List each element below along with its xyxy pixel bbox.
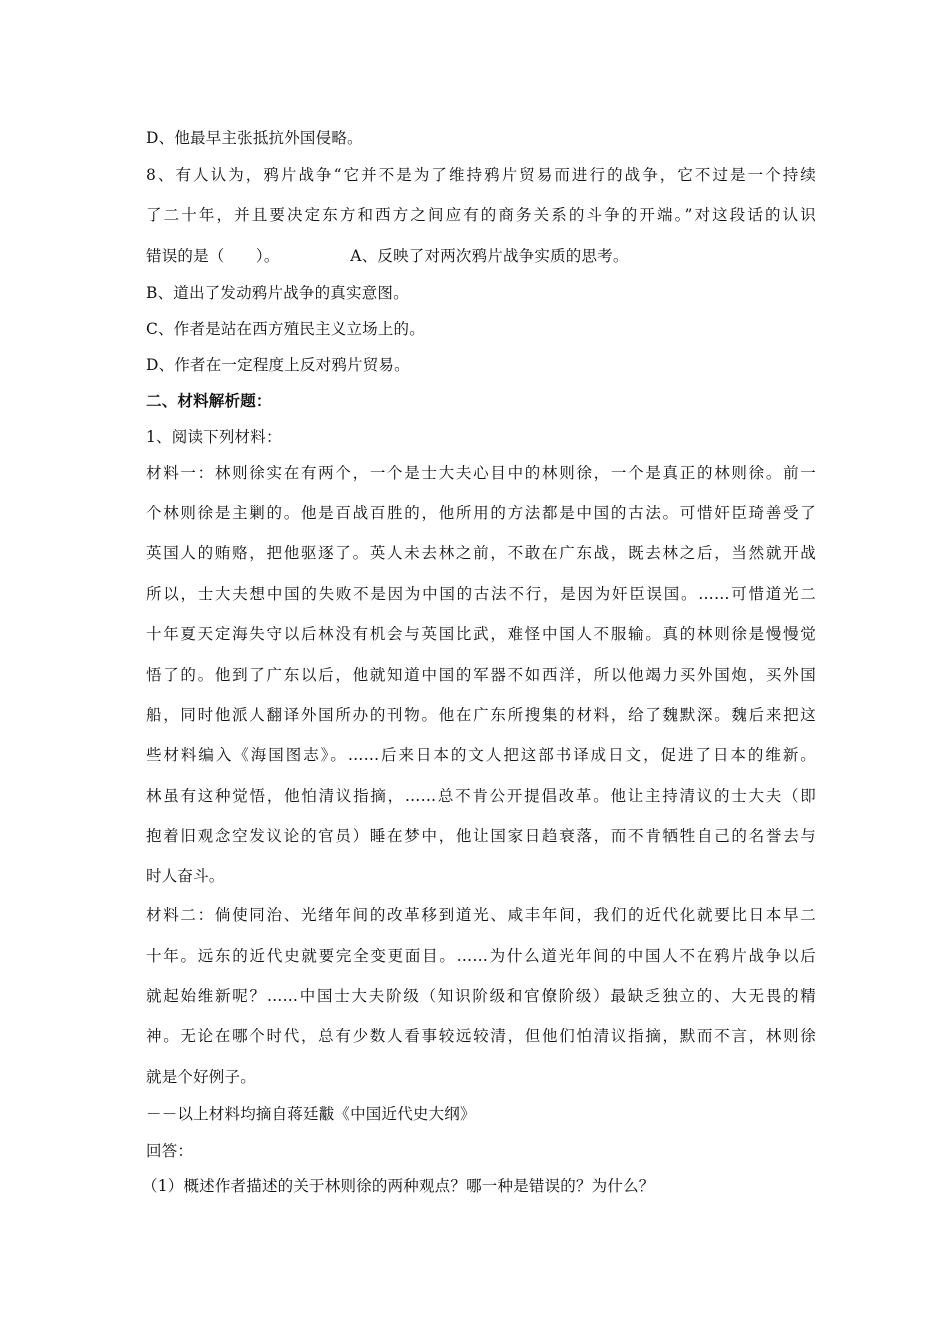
material-1-line-9: 林虽有这种觉悟，他怕清议指摘，……总不肯公开提倡改革。他让主持清议的士大夫（即 (146, 787, 816, 805)
material-1-line-11: 时人奋斗。 (146, 867, 225, 885)
material-1-line-7: 船，同时他派人翻译外国所办的刊物。他在广东所搜集的材料，给了魏默深。魏后来把这 (146, 706, 816, 724)
question-8-line-1: 8、有人认为，鸦片战争“它并不是为了维持鸦片贸易而进行的战争，它不过是一个持续 (146, 166, 816, 184)
sub-question-1: （1）概述作者描述的关于林则徐的两种观点？哪一种是错误的？为什么？ (142, 1177, 655, 1195)
question-8-line-2: 了二十年，并且要决定东方和西方之间应有的商务关系的斗争的开端。”对这段话的认识 (146, 206, 816, 224)
option-d-q7: D、他最早主张抵抗外国侵略。 (146, 129, 363, 147)
question-1-prompt: 1、阅读下列材料： (146, 428, 282, 446)
option-c-q8: C、作者是站在西方殖民主义立场上的。 (146, 320, 425, 338)
material-1-line-2: 个林则徐是主剿的。他是百战百胜的，他所用的方法都是中国的古法。可惜奸臣琦善受了 (146, 504, 816, 522)
source-citation: －－以上材料均摘自蒋廷黻《中国近代史大纲》 (146, 1105, 476, 1123)
option-b-q8: B、道出了发动鸦片战争的真实意图。 (146, 284, 409, 302)
material-2-line-2: 十年。远东的近代史就要完全变更面目。……为什么道光年间的中国人不在鸦片战争以后 (146, 947, 816, 965)
material-2-line-3: 就起始维新呢？……中国士大夫阶级（知识阶级和官僚阶级）最缺乏独立的、大无畏的精 (146, 987, 816, 1005)
material-2-line-4: 神。无论在哪个时代，总有少数人看事较远较清，但他们怕清议指摘，默而不言，林则徐 (146, 1027, 816, 1045)
material-1-line-4: 所以，士大夫想中国的失败不是因为中国的古法不行，是因为奸臣误国。……可惜道光二 (146, 585, 816, 603)
material-1-line-5: 十年夏天定海失守以后林没有机会与英国比武，难怪中国人不服输。真的林则徐是慢慢觉 (146, 625, 816, 643)
material-1-line-10: 抱着旧观念空发议论的官员）睡在梦中，他让国家日趋衰落，而不肯牺牲自己的名誉去与 (146, 827, 816, 845)
option-d-q8: D、作者在一定程度上反对鸦片贸易。 (146, 356, 410, 374)
material-2-line-1: 材料二：倘使同治、光绪年间的改革移到道光、咸丰年间，我们的近代化就要比日本早二 (146, 906, 816, 924)
section-heading: 二、材料解析题： (146, 392, 272, 410)
material-1-line-1: 材料一：林则徐实在有两个，一个是士大夫心目中的林则徐，一个是真正的林则徐。前一 (146, 464, 816, 482)
material-1-line-8: 些材料编入《海国图志》。……后来日本的文人把这部书译成日文，促进了日本的维新。 (146, 746, 816, 764)
material-1-line-3: 英国人的贿赂，把他驱逐了。英人未去林之前，不敢在广东战，既去林之后，当然就开战 (146, 544, 816, 562)
material-2-line-5: 就是个好例子。 (146, 1068, 256, 1086)
answer-label: 回答： (146, 1142, 194, 1160)
question-8-line-3: 错误的是（ ）。 A、反映了对两次鸦片战争实质的思考。 (146, 247, 629, 265)
material-1-line-6: 悟了的。他到了广东以后，他就知道中国的军器不如西洋，所以他竭力买外国炮，买外国 (146, 666, 816, 684)
